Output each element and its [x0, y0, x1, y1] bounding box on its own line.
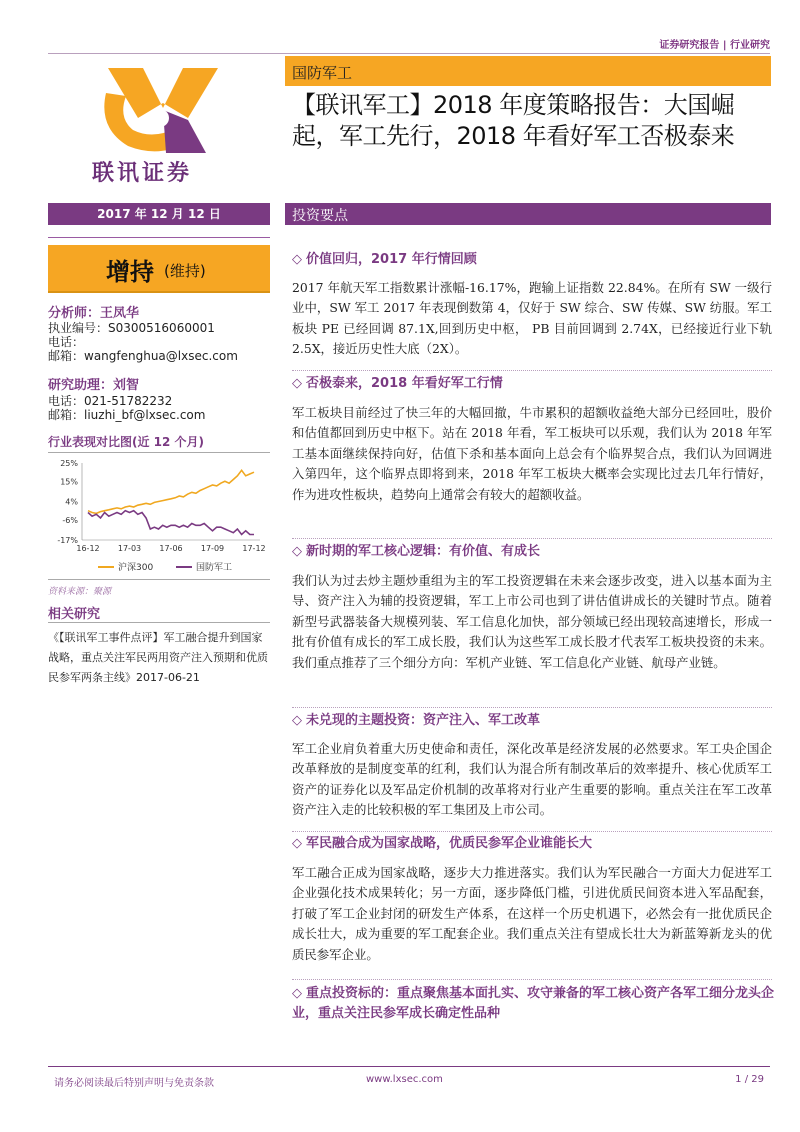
- y-tick-label: 25%: [60, 459, 78, 468]
- y-tick-label: 4%: [65, 497, 78, 507]
- chart-title: 行业表现对比图(近 12 个月): [48, 435, 205, 449]
- footer-disclaimer-link[interactable]: 请务必阅读最后特别声明与免责条款: [54, 1078, 214, 1089]
- section-bar: [285, 203, 771, 225]
- sector-label: 国防军工: [292, 64, 353, 82]
- diamond-icon: ◇: [292, 986, 302, 1001]
- header-rule: [48, 53, 770, 54]
- divider: [292, 979, 772, 980]
- diamond-icon: ◇: [292, 376, 302, 391]
- rating-sub: (维持): [164, 262, 206, 280]
- diamond-icon: ◇: [292, 544, 302, 559]
- report-date: 2017 年 12 月 12 日: [48, 203, 270, 225]
- report-title: 【联讯军工】2018 年度策略报告：大国崛起，军工先行，2018 年看好军工否极泰来: [292, 91, 735, 150]
- block-text-5: 军工融合正成为国家战略，逐步大力推进落实。我们认为军民融合一方面大力促进军工企业强化技术成果转化；另一方面，逐步降低门槛，引进优质民间资本进入军品配套，打破了军工企业封闭的研发生产体系，在这样一个历史机遇下，必然会有一批优质民企成长壮大，成为重要的军工配套企业。我们重点关注有望成长壮大为新蓝筹新龙头的优质民参军企业。: [292, 865, 772, 962]
- series-line-沪深300: [88, 470, 254, 513]
- related-research-title: 相关研究: [48, 607, 101, 622]
- related-research-item[interactable]: 《【联讯军工事件点评】军工融合提升到国家战略，重点关注军民两用资产注入预期和优质民参军两条主线》2017-06-21: [48, 631, 268, 684]
- block-text-1: 2017 年航天军工指数累计涨幅-16.17%，跑输上证指数 22.84%。在所有 SW 一级行业中，SW 军工 2017 年表现倒数第 4，仅好于 SW 综合、SW 传媒、SW 纺服。军工板块 PE 已经回调 87.1X,回到历史中枢， PB 目前回调到 2.74X，已经接近行业下轨 2.5X，接近历史性大底（2X）。: [292, 280, 772, 357]
- assistant-email[interactable]: 邮箱：liuzhi_bf@lxsec.com: [48, 408, 206, 422]
- rating-rule: [48, 237, 270, 238]
- analyst-id: 执业编号：S0300516060001: [48, 321, 215, 335]
- report-type-tag: 证券研究报告 | 行业研究: [659, 40, 770, 51]
- analyst-phone: 电话：: [48, 335, 85, 349]
- performance-chart: [48, 453, 270, 579]
- series-line-国防军工: [88, 511, 254, 535]
- assistant-phone: 电话：021-51782232: [48, 394, 173, 408]
- related-rule: [48, 622, 270, 623]
- divider: [292, 707, 772, 708]
- block-heading-6: ◇ 重点投资标的：重点聚焦基本面扎实、攻守兼备的军工核心资产各军工细分龙头企业，重点关注民参军成长确定性品种: [292, 986, 775, 1021]
- chart-source: 资料来源：聚源: [48, 587, 112, 597]
- x-tick-label: 16-12: [76, 544, 100, 553]
- x-tick-label: 17-06: [159, 544, 183, 553]
- rating-box: [48, 245, 270, 293]
- divider: [292, 831, 772, 832]
- diamond-icon: ◇: [292, 836, 302, 851]
- y-tick-label: -17%: [57, 536, 78, 545]
- diamond-icon: ◇: [292, 713, 302, 728]
- logo-text: 联讯证券: [92, 161, 193, 186]
- divider: [292, 370, 772, 371]
- x-tick-label: 17-03: [117, 544, 142, 553]
- section-title: 投资要点: [292, 208, 348, 224]
- block-heading-1: ◇ 价值回归，2017 年行情回顾: [292, 252, 477, 267]
- diamond-icon: ◇: [292, 252, 302, 267]
- legend-label: 沪深300: [118, 563, 154, 573]
- block-text-3: 我们认为过去炒主题炒重组为主的军工投资逻辑在未来会逐步改变，进入以基本面为主导、资产注入为辅的投资逻辑，军工上市公司也到了讲估值讲成长的关键时节点。随着新型号武器装备大规模列装、军工信息化加快，部分领域已经出现较高速增长，形成一批有价值有成长的军工成长股，我们认为这些军工成长股才代表军工板块投资的未来。我们重点推荐了三个细分方向：军机产业链、军工信息化产业链、航母产业链。: [292, 573, 772, 670]
- y-tick-label: -6%: [62, 515, 78, 525]
- footer-page-number: 1 / 29: [735, 1074, 764, 1085]
- x-tick-label: 17-09: [200, 544, 225, 553]
- analyst-title: 分析师：王凤华: [48, 306, 140, 321]
- block-heading-3: ◇ 新时期的军工核心逻辑：有价值、有成长: [292, 544, 541, 559]
- block-text-2: 军工板块目前经过了快三年的大幅回撤，牛市累积的超额收益绝大部分已经回吐，股价和估值都回到历史中枢下。站在 2018 年看，军工板块可以乐观，我们认为 2018 年军工基本面继续保持向好，估值下杀和基本面向上总会有个临界契合点，我们认为回调进入第四年，这个临界点即将到来，2018 年军工板块大概率会实现比过去几年行情好，作为进攻性板块，趋势向上通常会有较大的超额收益。: [292, 405, 772, 502]
- chart-frame: [48, 452, 270, 580]
- assistant-title: 研究助理：刘智: [48, 378, 140, 393]
- legend-label: 国防军工: [196, 563, 233, 573]
- block-text-4: 军工企业肩负着重大历史使命和责任，深化改革是经济发展的必然要求。军工央企国企改革释放的是制度变革的红利，我们认为混合所有制改革后的效率提升、核心优质军工资产的证券化以及军品定价机制的改革将对行业产生重要的影响。重点关注在军工改革资产注入走的比较积极的军工集团及上市公司。: [292, 741, 772, 818]
- x-tick-label: 17-12: [242, 544, 266, 553]
- footer-website[interactable]: www.lxsec.com: [366, 1074, 443, 1085]
- sector-bar: [285, 56, 771, 86]
- block-heading-4: ◇ 未兑现的主题投资：资产注入、军工改革: [292, 713, 541, 728]
- block-heading-2: ◇ 否极泰来，2018 年看好军工行情: [292, 376, 503, 391]
- rating-main: 增持: [106, 258, 154, 286]
- block-heading-5: ◇ 军民融合成为国家战略，优质民参军企业谁能长大: [292, 836, 593, 851]
- y-tick-label: 15%: [60, 477, 78, 487]
- divider: [292, 538, 772, 539]
- footer-rule: [48, 1066, 770, 1067]
- analyst-email[interactable]: 邮箱：wangfenghua@lxsec.com: [48, 349, 238, 363]
